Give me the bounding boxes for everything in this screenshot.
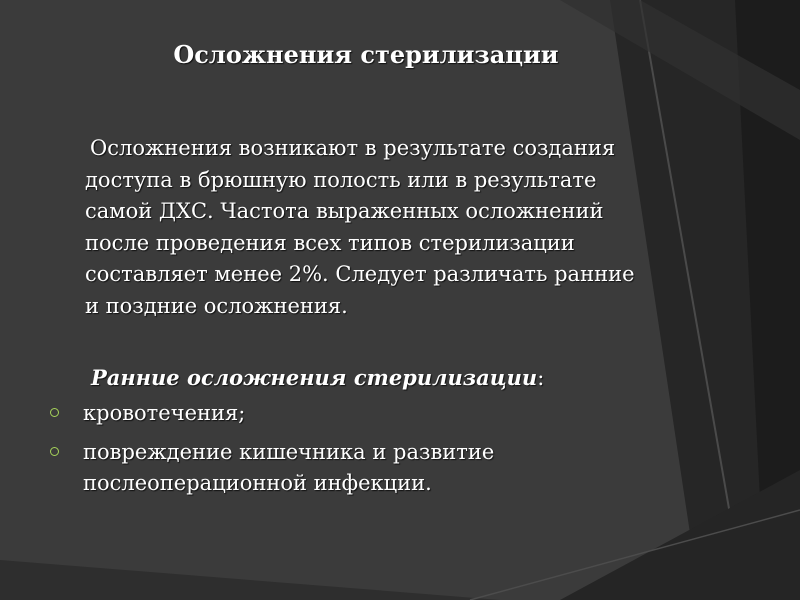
subheading [91,362,544,394]
bg-bottom-shade [0,560,500,600]
slide-title: Осложнения стерилизации [173,40,559,69]
circle-outline-icon [50,447,59,456]
body-paragraph: Осложнения возникают в результате создания доступа в брюшную полость или в результате самой ДХС. Частота выраженных осложнений после проведения всех типов стерилизации составляет менее 2%. Следует различать ранние и поздние осложнения. [85,136,635,318]
circle-outline-icon [50,408,59,417]
subheading-colon: : [537,366,545,390]
list-item-text: повреждение кишечника и развитие послеоперационной инфекции. [83,439,495,496]
bullet-list [50,398,650,507]
list-item [50,437,650,500]
subheading-text: Ранние осложнения стерилизации [91,365,538,390]
list-item-text: кровотечения; [83,401,246,425]
list-item [50,398,650,430]
